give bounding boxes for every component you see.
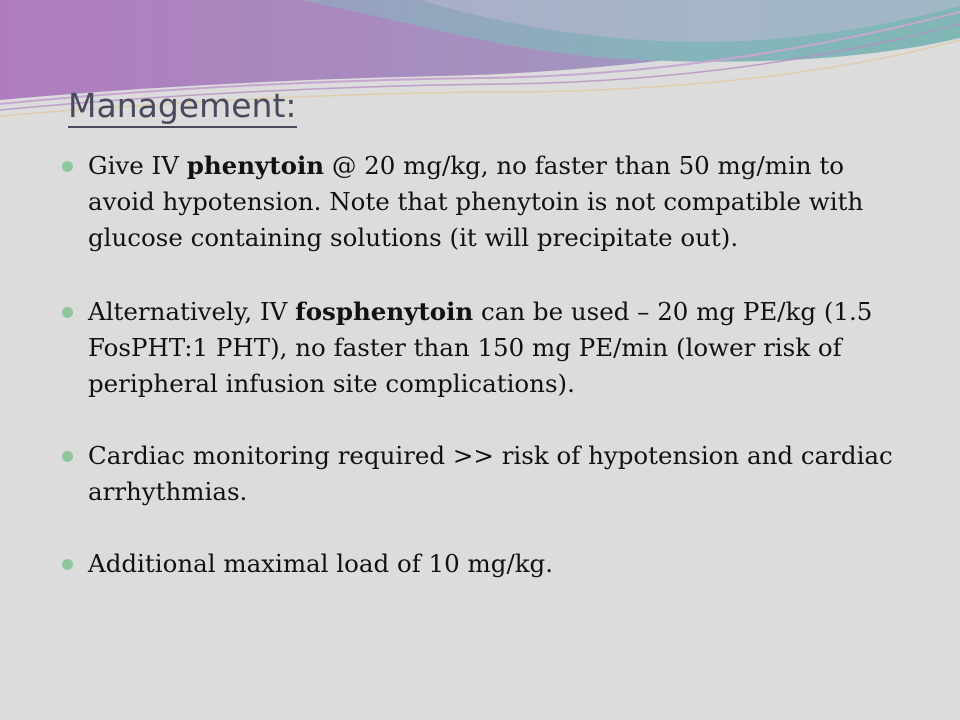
- slide-title: Management:: [68, 86, 297, 128]
- bullet-item-additional-load: [60, 546, 900, 582]
- drug-name-emphasis: phenytoin: [186, 151, 325, 180]
- bullet-item-phenytoin: [60, 148, 900, 256]
- bullet-text: Alternatively, IV fosphenytoin can be used – 20 mg PE/kg (1.5 FosPHT:1 PHT), no faster than 150 mg PE/min (lower risk of peripheral infusion site complications).: [88, 297, 873, 398]
- bullet-marker-icon: [62, 307, 73, 318]
- bullet-text: Cardiac monitoring required >> risk of hypotension and cardiac arrhythmias.: [88, 441, 893, 506]
- bullet-text: Additional maximal load of 10 mg/kg.: [88, 549, 554, 578]
- bullet-marker-icon: [62, 161, 73, 172]
- bullet-list: [60, 148, 900, 582]
- drug-name-emphasis: fosphenytoin: [295, 297, 474, 326]
- bullet-item-fosphenytoin: [60, 294, 900, 402]
- bullet-marker-icon: [62, 451, 73, 462]
- bullet-text: Give IV phenytoin @ 20 mg/kg, no faster than 50 mg/min to avoid hypotension. Note that phenytoin is not compatible with glucose containing solutions (it will precipitate out).: [88, 151, 864, 252]
- bullet-item-cardiac-monitoring: [60, 438, 900, 510]
- bullet-marker-icon: [62, 559, 73, 570]
